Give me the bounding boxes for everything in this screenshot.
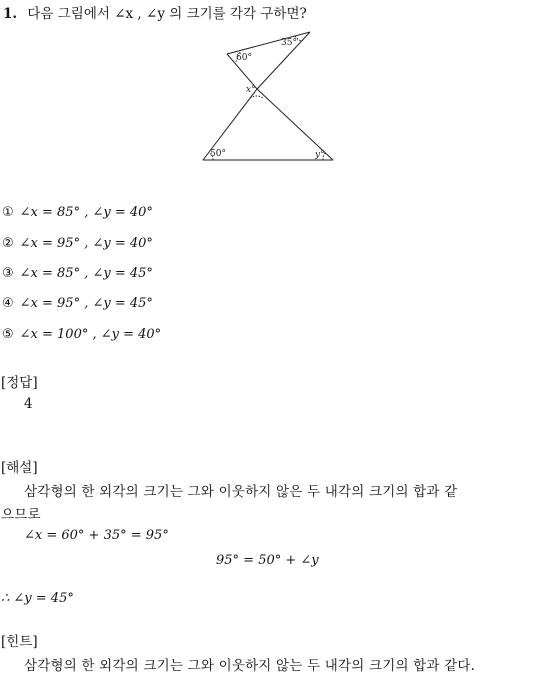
label-35: 35° bbox=[281, 38, 297, 48]
triangle-figure bbox=[195, 28, 340, 164]
explanation-eq-1: ∠x = 60° + 35° = 95° bbox=[24, 528, 169, 543]
choice-text: ∠x = 95° , ∠y = 40° bbox=[19, 236, 153, 251]
choice-marker: ③ bbox=[2, 266, 14, 281]
choice-text: ∠x = 100° , ∠y = 40° bbox=[19, 327, 162, 342]
choice-text: ∠x = 95° , ∠y = 45° bbox=[19, 296, 153, 311]
choice-marker: ① bbox=[2, 205, 14, 220]
explanation-eq-3: ∴ ∠y = 45° bbox=[1, 591, 74, 606]
hint-label: [힌트] bbox=[1, 634, 38, 650]
question-line bbox=[3, 2, 307, 22]
explanation-line-1: 삼각형의 한 외각의 크기는 그와 이웃하지 않은 두 내각의 크기의 합과 같 bbox=[24, 484, 458, 500]
choice-marker: ② bbox=[2, 236, 14, 251]
explanation-eq-2: 95° = 50° + ∠y bbox=[216, 553, 319, 568]
hint-text: 삼각형의 한 외각의 크기는 그와 이웃하지 않는 두 내각의 크기의 합과 같다. bbox=[24, 658, 476, 674]
question-number: 1. bbox=[3, 6, 18, 22]
answer-label: [정답] bbox=[1, 375, 38, 391]
choice-1[interactable] bbox=[2, 205, 153, 220]
question-text: 다음 그림에서 ∠x , ∠y 의 크기를 각각 구하면? bbox=[27, 6, 307, 22]
choice-2[interactable] bbox=[2, 236, 153, 251]
answer-value: 4 bbox=[24, 396, 33, 412]
choice-marker: ④ bbox=[2, 296, 14, 311]
choice-4[interactable] bbox=[2, 296, 153, 311]
label-x: x° bbox=[246, 85, 256, 95]
choice-text: ∠x = 85° , ∠y = 45° bbox=[19, 266, 153, 281]
label-50: 50° bbox=[210, 149, 226, 159]
choice-marker: ⑤ bbox=[2, 327, 14, 342]
choice-5[interactable] bbox=[2, 327, 161, 342]
label-60: 60° bbox=[236, 53, 252, 63]
explanation-label: [해설] bbox=[1, 460, 38, 476]
choice-3[interactable] bbox=[2, 266, 153, 281]
explanation-line-2: 으므로 bbox=[1, 507, 41, 523]
upper-triangle-top-side bbox=[227, 32, 310, 54]
choice-text: ∠x = 85° , ∠y = 40° bbox=[19, 205, 153, 220]
label-y: y° bbox=[315, 150, 325, 160]
